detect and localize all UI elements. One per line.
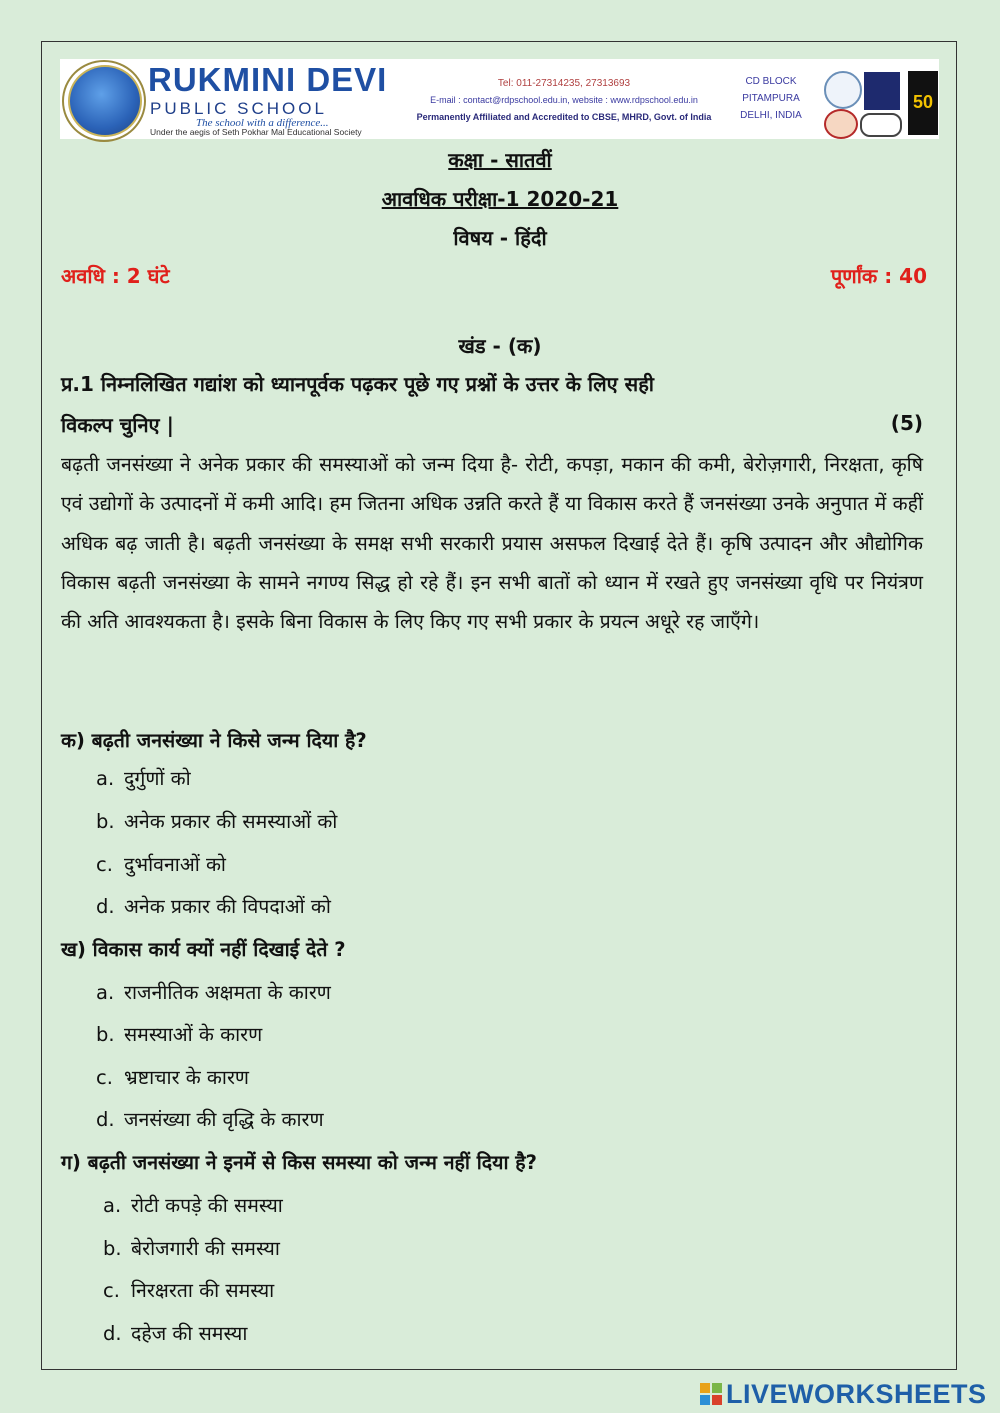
option-ka-b[interactable] xyxy=(96,807,337,834)
option-text: बेरोजगारी की समस्या xyxy=(131,1237,280,1260)
option-letter: b. xyxy=(96,810,115,833)
option-ka-c[interactable] xyxy=(96,850,226,877)
section-heading: खंड - (क) xyxy=(458,334,542,358)
option-ga-c[interactable] xyxy=(103,1276,274,1303)
top-50-schools-badge: 50 xyxy=(908,71,938,135)
exam-duration: अवधि : 2 घंटे xyxy=(61,264,170,288)
option-letter: a. xyxy=(96,767,115,790)
option-kha-c[interactable] xyxy=(96,1063,249,1090)
option-kha-d[interactable] xyxy=(96,1105,324,1132)
school-contact xyxy=(404,75,724,126)
option-ka-d[interactable] xyxy=(96,892,331,919)
subquestion-ga: ग) बढ़ती जनसंख्या ने इनमें से किस समस्या को जन्म नहीं दिया है? xyxy=(61,1151,537,1174)
option-kha-a[interactable] xyxy=(96,978,331,1005)
red-emblem-icon xyxy=(824,109,858,139)
max-marks: पूर्णांक : 40 xyxy=(830,264,927,288)
option-kha-b[interactable] xyxy=(96,1020,262,1047)
address-line-1: CD BLOCK xyxy=(745,76,797,87)
option-letter: d. xyxy=(96,895,115,918)
option-letter: c. xyxy=(96,1066,113,1089)
question-1-marks: (5) xyxy=(890,411,923,435)
school-phone: Tel: 011-27314235, 27313693 xyxy=(497,78,631,89)
option-text: अनेक प्रकार की समस्याओं को xyxy=(124,810,338,833)
option-text: राजनीतिक अक्षमता के कारण xyxy=(124,981,331,1004)
option-text: दुर्भावनाओं को xyxy=(124,853,226,876)
accreditation-badge-icon xyxy=(864,72,900,110)
cbse-logo-icon xyxy=(824,71,862,109)
option-letter: c. xyxy=(96,853,113,876)
option-text: दहेज की समस्या xyxy=(131,1322,248,1345)
class-title: कक्षा - सातवीं xyxy=(448,148,552,172)
question-1-line-2: विकल्प चुनिए | xyxy=(61,413,174,437)
option-letter: a. xyxy=(96,981,115,1004)
exam-title: आवधिक परीक्षा-1 2020-21 xyxy=(381,187,619,211)
school-name: RUKMINI DEVI xyxy=(148,61,388,98)
glasses-emblem-icon xyxy=(860,113,902,137)
liveworksheets-logo[interactable] xyxy=(700,1380,987,1408)
subject-title: विषय - हिंदी xyxy=(453,226,547,250)
school-address xyxy=(728,73,814,124)
option-letter: b. xyxy=(96,1023,115,1046)
liveworksheets-grid-icon xyxy=(700,1383,722,1405)
subquestion-kha: ख) विकास कार्य क्यों नहीं दिखाई देते ? xyxy=(61,938,346,961)
school-email: E-mail : contact@rdpschool.edu.in, website : www.rdpschool.edu.in xyxy=(430,95,698,105)
option-letter: d. xyxy=(103,1322,122,1345)
question-1-line-1: प्र.1 निम्नलिखित गद्यांश को ध्यानपूर्वक पढ़कर पूछे गए प्रश्नों के उत्तर के लिए सही xyxy=(61,372,654,396)
option-letter: a. xyxy=(103,1194,122,1217)
option-ga-a[interactable] xyxy=(103,1191,283,1218)
option-text: समस्याओं के कारण xyxy=(124,1023,263,1046)
school-aegis: Under the aegis of Seth Pokhar Mal Educational Society xyxy=(150,127,362,137)
school-emblem-globe-icon xyxy=(68,65,142,137)
address-line-2: PITAMPURA xyxy=(742,93,800,104)
school-subtitle: PUBLIC SCHOOL xyxy=(150,99,327,118)
option-ga-d[interactable] xyxy=(103,1319,247,1346)
option-text: निरक्षरता की समस्या xyxy=(131,1279,275,1302)
subquestion-ka: क) बढ़ती जनसंख्या ने किसे जन्म दिया है? xyxy=(61,729,367,752)
school-header-banner xyxy=(60,59,939,139)
school-tagline: The school with a difference... xyxy=(196,117,329,129)
option-letter: d. xyxy=(96,1108,115,1131)
option-text: जनसंख्या की वृद्धि के कारण xyxy=(124,1108,324,1131)
option-letter: b. xyxy=(103,1237,122,1260)
option-ka-a[interactable] xyxy=(96,764,191,791)
liveworksheets-brand: LIVEWORKSHEETS xyxy=(726,1378,987,1409)
option-text: दुर्गुणों को xyxy=(124,767,191,790)
option-text: अनेक प्रकार की विपदाओं को xyxy=(124,895,331,918)
reading-passage: बढ़ती जनसंख्या ने अनेक प्रकार की समस्याओं को जन्म दिया है- रोटी, कपड़ा, मकान की कमी, बेरोज़गारी, निरक्षता, कृषि एवं उद्योगों के उत्पादनों में कमी आदि। हम जितना अधिक उन्नति करते हैं या विकास करते हैं जनसंख्या उनके अनुपात में कहीं अधिक बढ़ जाती है। बढ़ती जनसंख्या के समक्ष सभी सरकारी प्रयास असफल दिखाई देते हैं। कृषि उत्पादन और औद्योगिक विकास बढ़ती जनसंख्या के सामने नगण्य सिद्ध हो रहे हैं। इन सभी बातों को ध्यान में रखते हुए जनसंख्या वृधि पर नियंत्रण की अति आवश्यकता है। इसके बिना विकास के लिए किए गए सभी प्रकार के प्रयत्न अधूरे रह जाएँगे। xyxy=(61,453,923,634)
option-text: रोटी कपड़े की समस्या xyxy=(131,1194,283,1217)
option-letter: c. xyxy=(103,1279,120,1302)
address-line-3: DELHI, INDIA xyxy=(740,110,802,121)
option-ga-b[interactable] xyxy=(103,1234,280,1261)
school-affiliation: Permanently Affiliated and Accredited to CBSE, MHRD, Govt. of India xyxy=(416,112,712,122)
option-text: भ्रष्टाचार के कारण xyxy=(124,1066,250,1089)
